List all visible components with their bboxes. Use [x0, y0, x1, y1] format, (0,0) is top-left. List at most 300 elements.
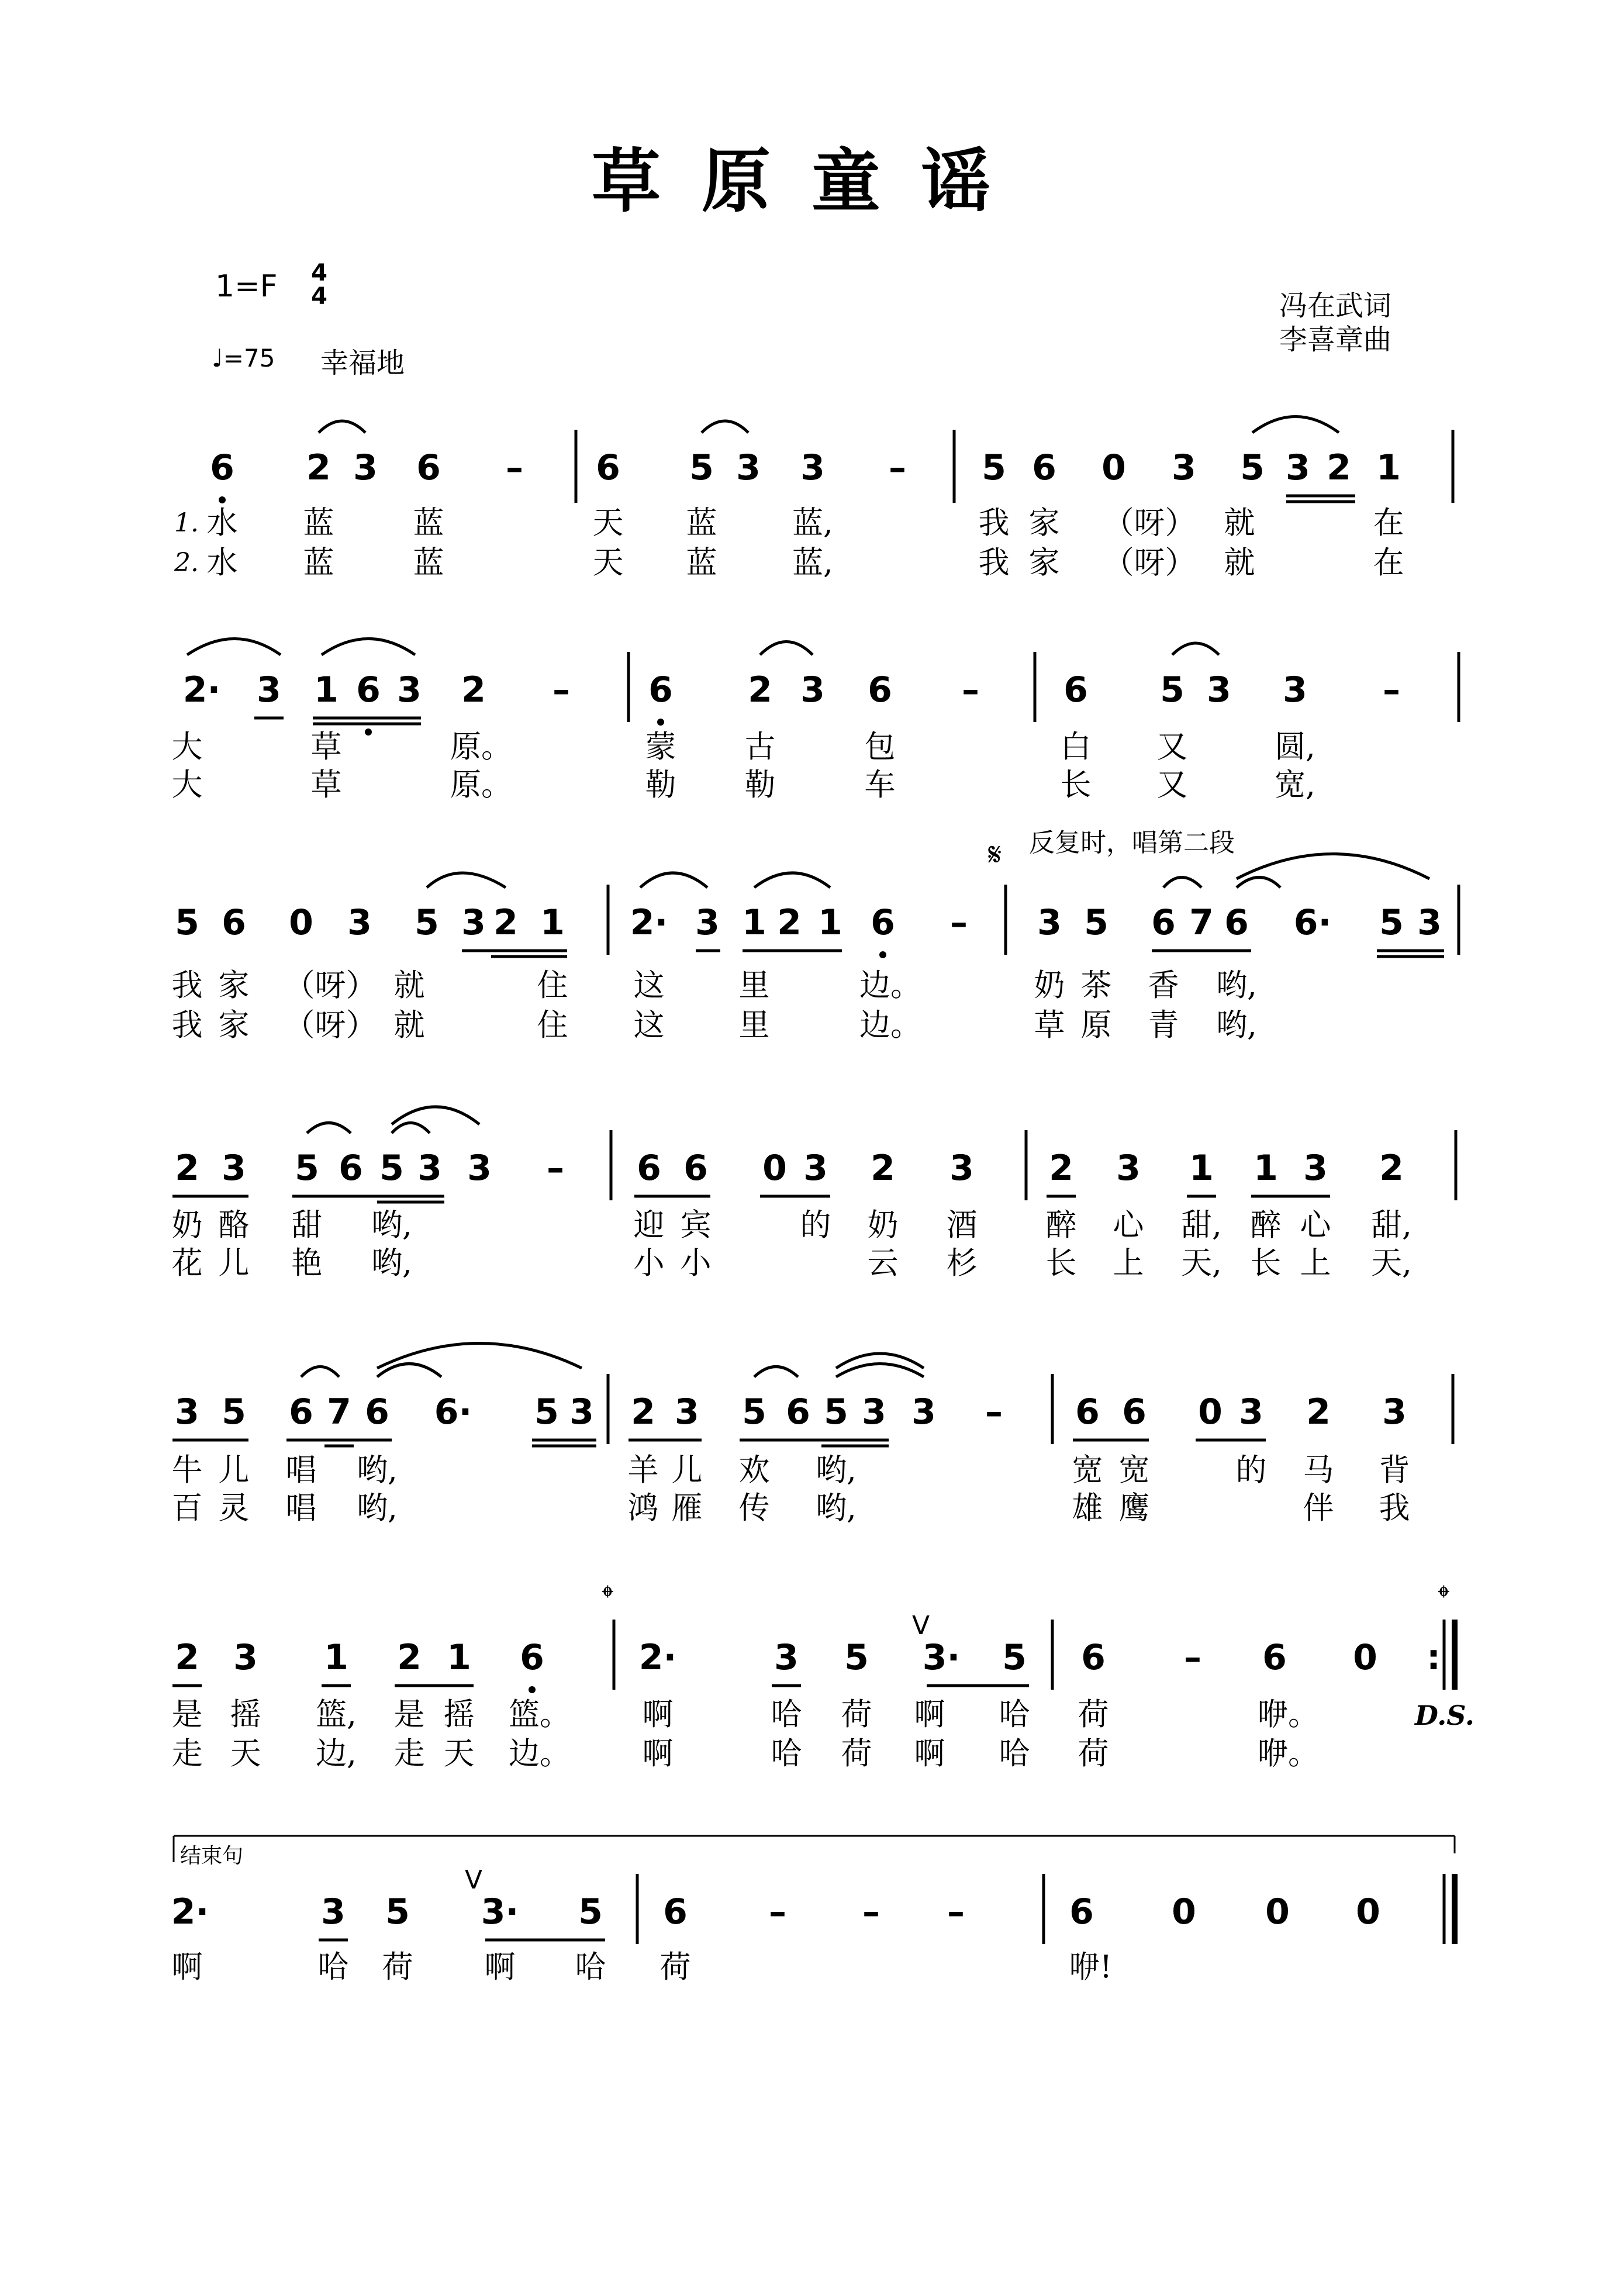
note: – — [950, 902, 968, 943]
note: – — [1184, 1637, 1201, 1678]
lyric: 水 — [206, 545, 238, 581]
lyric: 荷 — [382, 1949, 413, 1985]
note: 2 — [777, 902, 802, 943]
note: 3 — [1286, 447, 1310, 488]
note: 0 — [1101, 447, 1126, 488]
lyric: 哟, — [816, 1490, 857, 1526]
lyric: 长 — [1250, 1245, 1282, 1281]
segno-sign: 𝄋 — [988, 836, 1002, 873]
lyric: 这 — [633, 1007, 665, 1043]
lyricist-credit: 冯在武词 — [1279, 289, 1392, 322]
note: 2 — [175, 1637, 199, 1678]
note: 3 — [257, 669, 281, 710]
lyric: 哈 — [999, 1736, 1030, 1772]
lyric: 醉 — [1045, 1207, 1077, 1243]
lyric: 啊 — [914, 1736, 945, 1772]
note: 6 — [416, 447, 441, 488]
note: 6 — [683, 1148, 708, 1189]
lyric: 哟, — [357, 1452, 398, 1488]
lyric: 草 — [310, 729, 342, 765]
lyric: 草 — [1034, 1007, 1065, 1043]
lyric: 醉 — [1250, 1207, 1282, 1243]
lyric: 马 — [1303, 1452, 1334, 1488]
note: 2 — [871, 1148, 895, 1189]
note: 5 — [175, 902, 199, 943]
lyric: 住 — [537, 1007, 568, 1043]
lyric: 在 — [1373, 505, 1404, 541]
note: 2 — [1049, 1148, 1073, 1189]
note: 2· — [182, 669, 221, 710]
note: 3 — [862, 1392, 886, 1432]
lyric: 百 — [171, 1490, 203, 1526]
lyric: 哟, — [357, 1490, 398, 1526]
lyric: 花 — [171, 1245, 203, 1281]
lyric: 天, — [1371, 1245, 1412, 1281]
lyric: （呀） — [284, 1007, 377, 1043]
lyric: 奶 — [867, 1207, 899, 1243]
lyric: 大 — [171, 729, 203, 765]
lyric: 的 — [800, 1207, 831, 1243]
lyric: 车 — [864, 767, 896, 803]
lyric: 蓝, — [792, 505, 833, 541]
lyric: 我 — [978, 505, 1010, 541]
lyric: 我 — [978, 545, 1010, 581]
coda-sign-2: 𝄌 — [1438, 1579, 1449, 1615]
tempo-marking: ♩=75 — [212, 344, 275, 372]
note: 7 — [327, 1392, 351, 1432]
note: 5 — [295, 1148, 319, 1189]
note: 6 — [1262, 1637, 1287, 1678]
lyric: 酪 — [218, 1207, 250, 1243]
lyric: 啊 — [642, 1736, 674, 1772]
note: 5 — [415, 902, 439, 943]
lyric: 咿。 — [1257, 1697, 1319, 1732]
note: 1 — [1253, 1148, 1278, 1189]
lyric: 荷 — [1078, 1736, 1109, 1772]
note: 3 — [467, 1148, 492, 1189]
lyric: 牛 — [171, 1452, 203, 1488]
lyric: 背 — [1379, 1452, 1410, 1488]
note: 3 — [461, 902, 486, 943]
note: 3 — [1382, 1392, 1407, 1432]
note: 5 — [385, 1891, 410, 1932]
lyric: 啊 — [484, 1949, 516, 1985]
note: – — [889, 447, 906, 488]
lyric: 心 — [1300, 1207, 1331, 1243]
lyric: 篮, — [316, 1697, 357, 1732]
lyric: 天 — [592, 505, 624, 541]
note: 6 — [871, 902, 895, 943]
note: 3 — [1116, 1148, 1141, 1189]
lyric: 咿。 — [1257, 1736, 1319, 1772]
note: 6 — [520, 1637, 544, 1678]
note: 1 — [1189, 1148, 1214, 1189]
lyric: 儿 — [218, 1452, 250, 1488]
note: 0 — [762, 1148, 787, 1189]
coda-sign-1: 𝄌 — [602, 1579, 613, 1615]
lyric: 宾 — [680, 1207, 712, 1243]
note: 2 — [1306, 1392, 1331, 1432]
note: 6 — [1075, 1392, 1100, 1432]
note: 3 — [353, 447, 378, 488]
note: 3 — [949, 1148, 974, 1189]
lyric: 甜, — [1181, 1207, 1222, 1243]
repeat-dots: : — [1427, 1637, 1441, 1678]
note: 6 — [596, 447, 620, 488]
lyric: 啊 — [914, 1697, 945, 1732]
lyric: 儿 — [218, 1245, 250, 1281]
lyric: 荷 — [841, 1697, 872, 1732]
breath-mark: V — [912, 1611, 930, 1641]
note: 1 — [540, 902, 565, 943]
note: 1 — [324, 1637, 348, 1678]
time-top: 4 — [311, 260, 327, 286]
lyric: 就 — [393, 968, 425, 1003]
lyric: 迎 — [633, 1207, 665, 1243]
lyric: 雄 — [1072, 1490, 1103, 1526]
lyric: 唱 — [285, 1490, 317, 1526]
lyric: 蓝 — [413, 505, 444, 541]
lyric: 走 — [393, 1736, 425, 1772]
note: 5 — [742, 1392, 766, 1432]
lyric: 原 — [1080, 1007, 1112, 1043]
lyric: 边, — [316, 1736, 357, 1772]
note: 5 — [222, 1392, 246, 1432]
ds-marking: D.S. — [1415, 1700, 1474, 1731]
note: 3 — [675, 1392, 699, 1432]
lyric: 长 — [1045, 1245, 1077, 1281]
lyric: 哟, — [816, 1452, 857, 1488]
note: 5 — [1002, 1637, 1027, 1678]
note: 3 — [222, 1148, 246, 1189]
lyric: 家 — [1028, 505, 1060, 541]
note: 5 — [1160, 669, 1185, 710]
lyric: 边。 — [859, 1007, 921, 1043]
lyric: 荷 — [841, 1736, 872, 1772]
lyric: 酒 — [946, 1207, 978, 1243]
lyric: 哈 — [771, 1697, 802, 1732]
note: – — [506, 447, 523, 488]
note: 6 — [663, 1891, 688, 1932]
lyric: 哈 — [575, 1949, 606, 1985]
note: 2 — [631, 1392, 655, 1432]
note: 2 — [493, 902, 518, 943]
note: 5 — [534, 1392, 559, 1432]
lyric: 水 — [206, 505, 238, 541]
lyric: 勒 — [744, 767, 776, 803]
lyric: 灵 — [218, 1490, 250, 1526]
lyric: 咿! — [1068, 1949, 1113, 1985]
lyric: 小 — [680, 1245, 712, 1281]
note: 2 — [748, 669, 772, 710]
note: 2 — [397, 1637, 422, 1678]
note: – — [552, 669, 570, 710]
lyric: 鸿 — [627, 1490, 659, 1526]
lyric: 荷 — [1078, 1697, 1109, 1732]
note: 6 — [210, 447, 234, 488]
lyric: 边。 — [859, 968, 921, 1003]
note: 3 — [347, 902, 372, 943]
lyric: 哟, — [1216, 968, 1257, 1003]
lyric: 就 — [393, 1007, 425, 1043]
lyric: 古 — [744, 729, 776, 765]
note: 6 — [365, 1392, 389, 1432]
lyric: 草 — [310, 767, 342, 803]
lyric: 篮。 — [509, 1697, 571, 1732]
note: 6· — [434, 1392, 472, 1432]
lyric: 宽, — [1275, 767, 1315, 803]
breath-mark: V — [465, 1865, 483, 1895]
lyric: 的 — [1235, 1452, 1267, 1488]
note: 1 — [447, 1637, 471, 1678]
note: 3· — [481, 1891, 519, 1932]
note: 6 — [289, 1392, 313, 1432]
lyric: 是 — [171, 1697, 203, 1732]
note: 1 — [1376, 447, 1401, 488]
note: 3 — [774, 1637, 799, 1678]
lyric: 哟, — [371, 1207, 412, 1243]
lyric: 天, — [1181, 1245, 1222, 1281]
lyric: 哈 — [999, 1697, 1030, 1732]
lyric: 走 — [171, 1736, 203, 1772]
lyric: 艳 — [291, 1245, 323, 1281]
note: 5 — [1379, 902, 1404, 943]
note: 0 — [1265, 1891, 1290, 1932]
note: 3 — [1172, 447, 1196, 488]
lyric: 在 — [1373, 545, 1404, 581]
note: 6 — [786, 1392, 810, 1432]
note: 2 — [175, 1148, 199, 1189]
note: 3 — [1283, 669, 1307, 710]
lyric: 天 — [443, 1736, 475, 1772]
note: 3 — [736, 447, 761, 488]
note: 6 — [222, 902, 246, 943]
verse-1-label: 1. — [174, 508, 199, 538]
note: 5 — [689, 447, 714, 488]
lyric: 圆, — [1275, 729, 1315, 765]
lyric: 宽 — [1072, 1452, 1103, 1488]
note: 3 — [1207, 669, 1231, 710]
lyric: 唱 — [285, 1452, 317, 1488]
note: 6 — [1151, 902, 1176, 943]
note: 0 — [1353, 1637, 1377, 1678]
note: 7 — [1189, 902, 1214, 943]
lyric: 蒙 — [645, 729, 676, 765]
lyric: 就 — [1224, 545, 1255, 581]
lyric: 上 — [1113, 1245, 1144, 1281]
note: 3 — [569, 1392, 594, 1432]
lyric: 哟, — [1216, 1007, 1257, 1043]
lyric: 鹰 — [1118, 1490, 1150, 1526]
note: 6 — [1081, 1637, 1106, 1678]
lyric: 传 — [738, 1490, 770, 1526]
note: 6 — [1224, 902, 1249, 943]
system-7 — [0, 1865, 1623, 2099]
note: 6 — [637, 1148, 661, 1189]
note: 1 — [314, 669, 339, 710]
note: 3 — [417, 1148, 442, 1189]
lyric: （呀） — [1103, 545, 1196, 581]
lyric: 这 — [633, 968, 665, 1003]
note: 2 — [1327, 447, 1351, 488]
lyric: 荷 — [659, 1949, 691, 1985]
lyric: 又 — [1156, 729, 1188, 765]
lyric: 蓝 — [303, 505, 334, 541]
lyric: 白 — [1060, 729, 1092, 765]
lyric: 奶 — [1034, 968, 1065, 1003]
lyric: 青 — [1148, 1007, 1179, 1043]
note: 3 — [1303, 1148, 1328, 1189]
lyric: 长 — [1060, 767, 1092, 803]
note: – — [985, 1392, 1003, 1432]
note: 6 — [868, 669, 892, 710]
lyric: 心 — [1113, 1207, 1144, 1243]
lyric: 家 — [218, 1007, 250, 1043]
lyric: 蓝 — [413, 545, 444, 581]
lyric: 茶 — [1080, 968, 1112, 1003]
lyric: 哈 — [771, 1736, 802, 1772]
note: 3· — [922, 1637, 961, 1678]
note: 6 — [1063, 669, 1088, 710]
lyric: 我 — [171, 1007, 203, 1043]
lyric: 啊 — [642, 1697, 674, 1732]
note: 5 — [1240, 447, 1265, 488]
expression-marking: 幸福地 — [320, 347, 405, 379]
lyric: 我 — [1379, 1490, 1410, 1526]
lyric: 蓝 — [303, 545, 334, 581]
composer-credit: 李喜章曲 — [1279, 323, 1392, 356]
lyric: 甜, — [1371, 1207, 1412, 1243]
note: 5 — [982, 447, 1006, 488]
note: 5 — [578, 1891, 603, 1932]
note: – — [947, 1891, 965, 1932]
note: 3 — [803, 1148, 828, 1189]
note: – — [769, 1891, 786, 1932]
note: 6 — [1032, 447, 1056, 488]
lyric: 宽 — [1118, 1452, 1150, 1488]
lyric: 蓝, — [792, 545, 833, 581]
lyric: 包 — [864, 729, 896, 765]
note: 2· — [638, 1637, 677, 1678]
lyric: 杉 — [946, 1245, 978, 1281]
lyric: 欢 — [738, 1452, 770, 1488]
note: 3 — [175, 1392, 199, 1432]
note: – — [962, 669, 979, 710]
note: – — [862, 1891, 880, 1932]
note: 3 — [911, 1392, 936, 1432]
lyric: 哟, — [371, 1245, 412, 1281]
lyric: 家 — [1028, 545, 1060, 581]
lyric: （呀） — [284, 968, 377, 1003]
lyric: 羊 — [627, 1452, 659, 1488]
note: 0 — [289, 902, 313, 943]
note: 6 — [1069, 1891, 1094, 1932]
ending-label: 结束句 — [180, 1844, 244, 1868]
lyric: 天 — [230, 1736, 261, 1772]
note: 2 — [461, 669, 486, 710]
note: – — [1383, 669, 1400, 710]
note: 5 — [379, 1148, 404, 1189]
note: 0 — [1198, 1392, 1223, 1432]
lyric: 蓝 — [686, 545, 717, 581]
lyric: 勒 — [645, 767, 676, 803]
note: 5 — [1084, 902, 1109, 943]
lyric: 里 — [738, 1007, 770, 1043]
page-title: 草原童谣 — [591, 140, 1031, 222]
lyric: 天 — [592, 545, 624, 581]
verse-2-label: 2. — [174, 548, 199, 578]
lyric: 香 — [1148, 968, 1179, 1003]
system-7-markings — [0, 1888, 1623, 2099]
lyric: 又 — [1156, 767, 1188, 803]
lyric: 原。 — [450, 729, 512, 765]
lyric: 蓝 — [686, 505, 717, 541]
note: 0 — [1172, 1891, 1196, 1932]
note: 3 — [1037, 902, 1062, 943]
lyric: 就 — [1224, 505, 1255, 541]
lyric: 甜 — [291, 1207, 323, 1243]
note: 2· — [630, 902, 668, 943]
note: 2· — [171, 1891, 209, 1932]
note: 5 — [824, 1392, 848, 1432]
note: 0 — [1356, 1891, 1380, 1932]
note: 3 — [1417, 902, 1442, 943]
time-bottom: 4 — [311, 283, 327, 310]
note: 1 — [742, 902, 766, 943]
note: 3 — [233, 1637, 258, 1678]
note: 6 — [356, 669, 381, 710]
note: 2 — [306, 447, 331, 488]
lyric: （呀） — [1103, 505, 1196, 541]
lyric: 儿 — [671, 1452, 703, 1488]
lyric: 摇 — [230, 1697, 261, 1732]
note: 3 — [800, 447, 825, 488]
note: 3 — [397, 669, 422, 710]
note: 1 — [818, 902, 842, 943]
note: 3 — [321, 1891, 346, 1932]
lyric: 上 — [1300, 1245, 1331, 1281]
lyric: 我 — [171, 968, 203, 1003]
note: 3 — [1239, 1392, 1263, 1432]
note: 6· — [1293, 902, 1332, 943]
lyric: 奶 — [171, 1207, 203, 1243]
note: 2 — [1379, 1148, 1404, 1189]
repeat-instruction: 反复时，唱第二段 — [1029, 828, 1235, 858]
key-signature: 1=F — [215, 269, 278, 304]
lyric: 哈 — [317, 1949, 349, 1985]
lyric: 边。 — [509, 1736, 571, 1772]
lyric: 雁 — [671, 1490, 703, 1526]
note: 3 — [800, 669, 825, 710]
lyric: 大 — [171, 767, 203, 803]
note: 6 — [1122, 1392, 1147, 1432]
lyric: 住 — [537, 968, 568, 1003]
lyric: 啊 — [171, 1949, 203, 1985]
lyric: 云 — [867, 1245, 899, 1281]
lyric: 摇 — [443, 1697, 475, 1732]
lyric: 原。 — [450, 767, 512, 803]
lyric: 家 — [218, 968, 250, 1003]
note: 6 — [648, 669, 673, 710]
note: – — [547, 1148, 564, 1189]
lyric: 是 — [393, 1697, 425, 1732]
lyric: 小 — [633, 1245, 665, 1281]
lyric: 伴 — [1303, 1490, 1334, 1526]
lyric: 里 — [738, 968, 770, 1003]
note: 3 — [695, 902, 720, 943]
note: 6 — [339, 1148, 363, 1189]
note: 5 — [844, 1637, 869, 1678]
